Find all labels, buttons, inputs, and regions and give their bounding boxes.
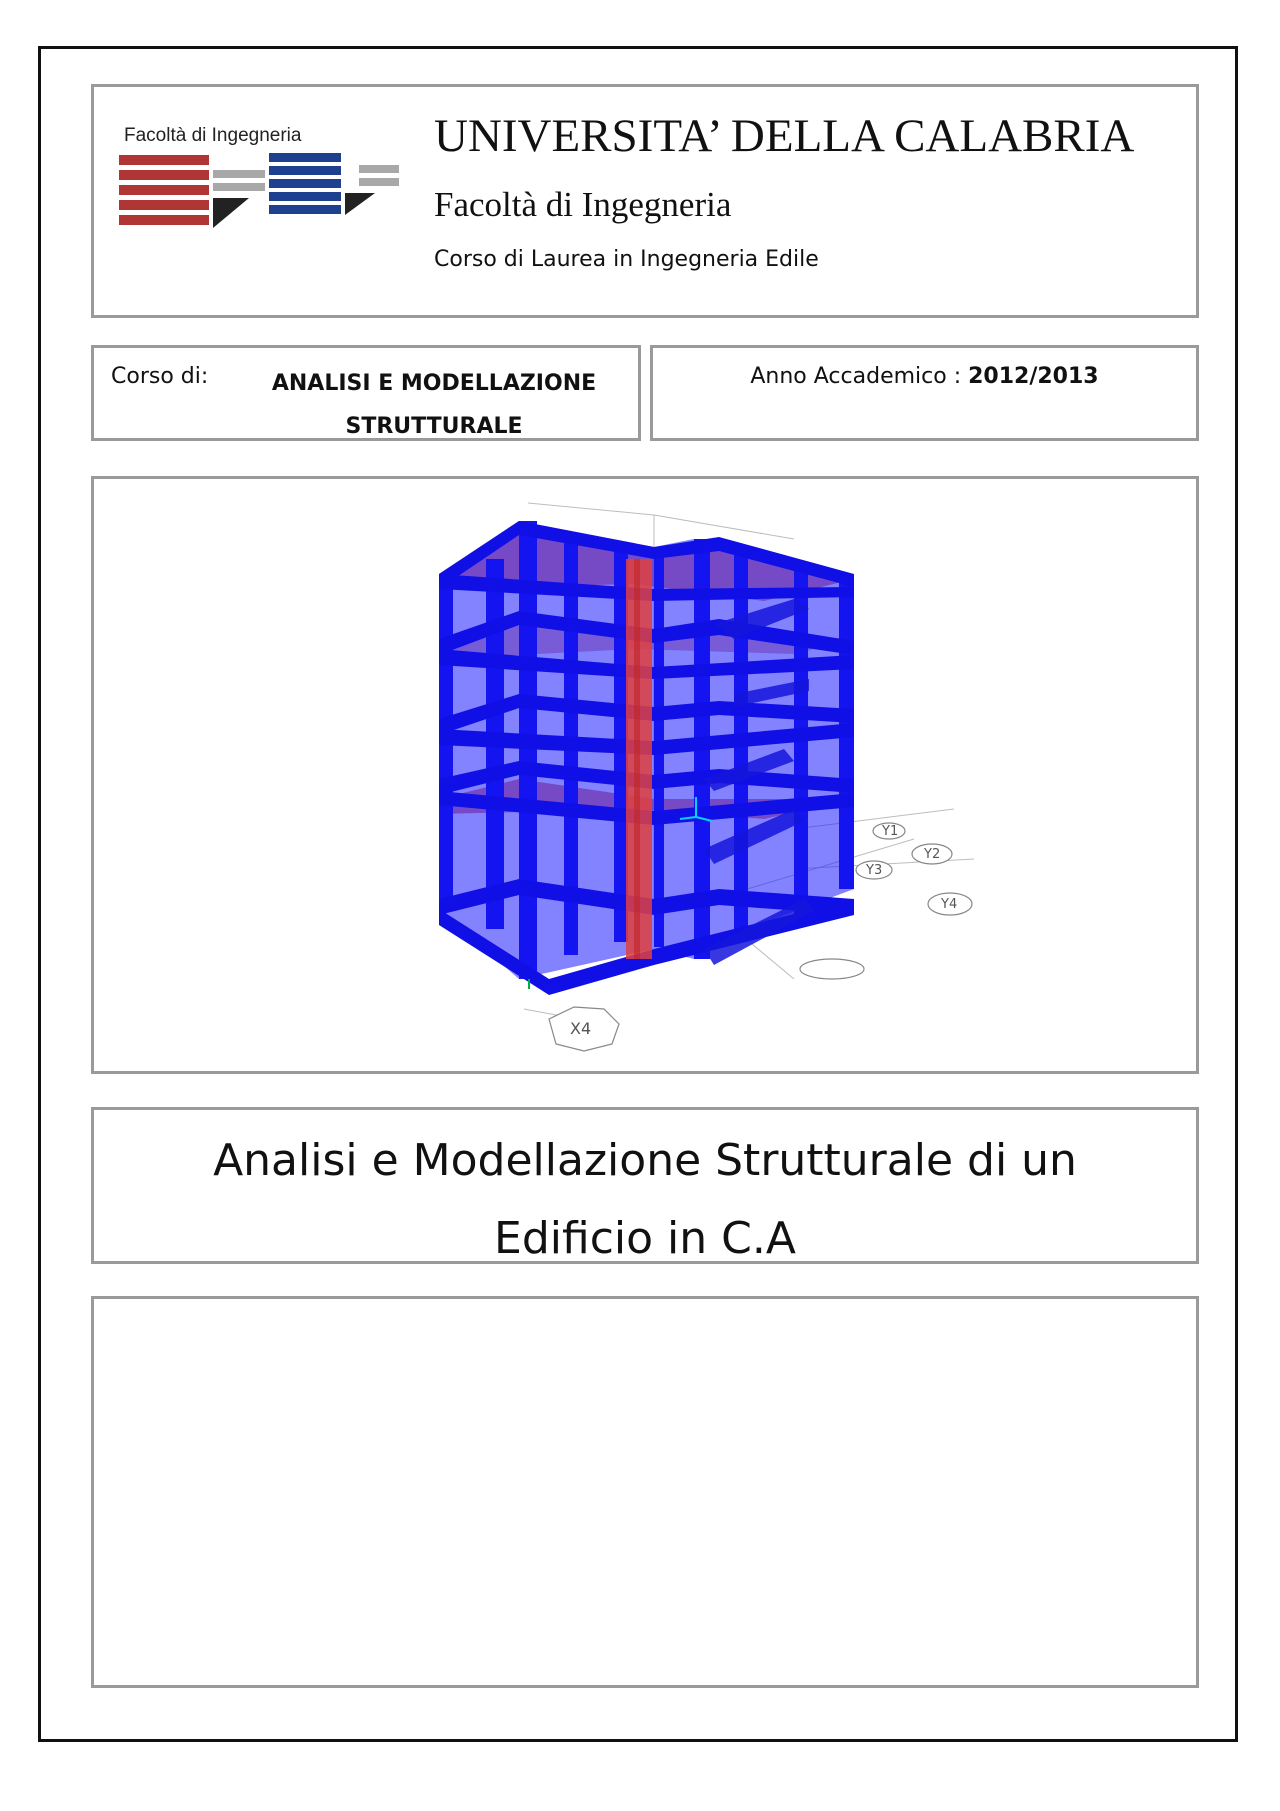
- course-name: [244, 362, 624, 448]
- structure-figure-box: [91, 476, 1199, 1074]
- header-box: [91, 84, 1199, 318]
- academic-year-value: 2012/2013: [968, 364, 1099, 389]
- building-3d-model: [94, 479, 1196, 1071]
- document-title: [94, 1122, 1196, 1278]
- faculty-logo: [119, 153, 399, 243]
- grid-label-y4: Y4: [941, 897, 958, 912]
- course-label: Corso di:: [111, 364, 209, 389]
- academic-year-box: [650, 345, 1199, 441]
- grid-label-x4: X4: [570, 1019, 592, 1038]
- document-title-line2: Edificio in C.A: [494, 1213, 796, 1264]
- course-name-line1: ANALISI E MODELLAZIONE: [271, 371, 597, 396]
- grid-label-y2: Y2: [924, 847, 941, 862]
- course-name-line2: STRUTTURALE: [345, 414, 523, 439]
- document-title-line1: Analisi e Modellazione Strutturale di un: [213, 1135, 1077, 1186]
- document-title-box: [91, 1107, 1199, 1264]
- faculty-name: Facoltà di Ingegneria: [434, 185, 732, 224]
- degree-course: Corso di Laurea in Ingegneria Edile: [434, 247, 819, 272]
- course-box: [91, 345, 641, 441]
- grid-label-y1: Y1: [882, 824, 899, 839]
- university-name: UNIVERSITA’ DELLA CALABRIA: [434, 110, 1135, 162]
- grid-label-y3: Y3: [866, 863, 883, 878]
- empty-box: [91, 1296, 1199, 1688]
- academic-year: [653, 364, 1196, 389]
- logo-label: Facoltà di Ingegneria: [124, 125, 302, 146]
- academic-year-label: Anno Accademico :: [750, 364, 962, 389]
